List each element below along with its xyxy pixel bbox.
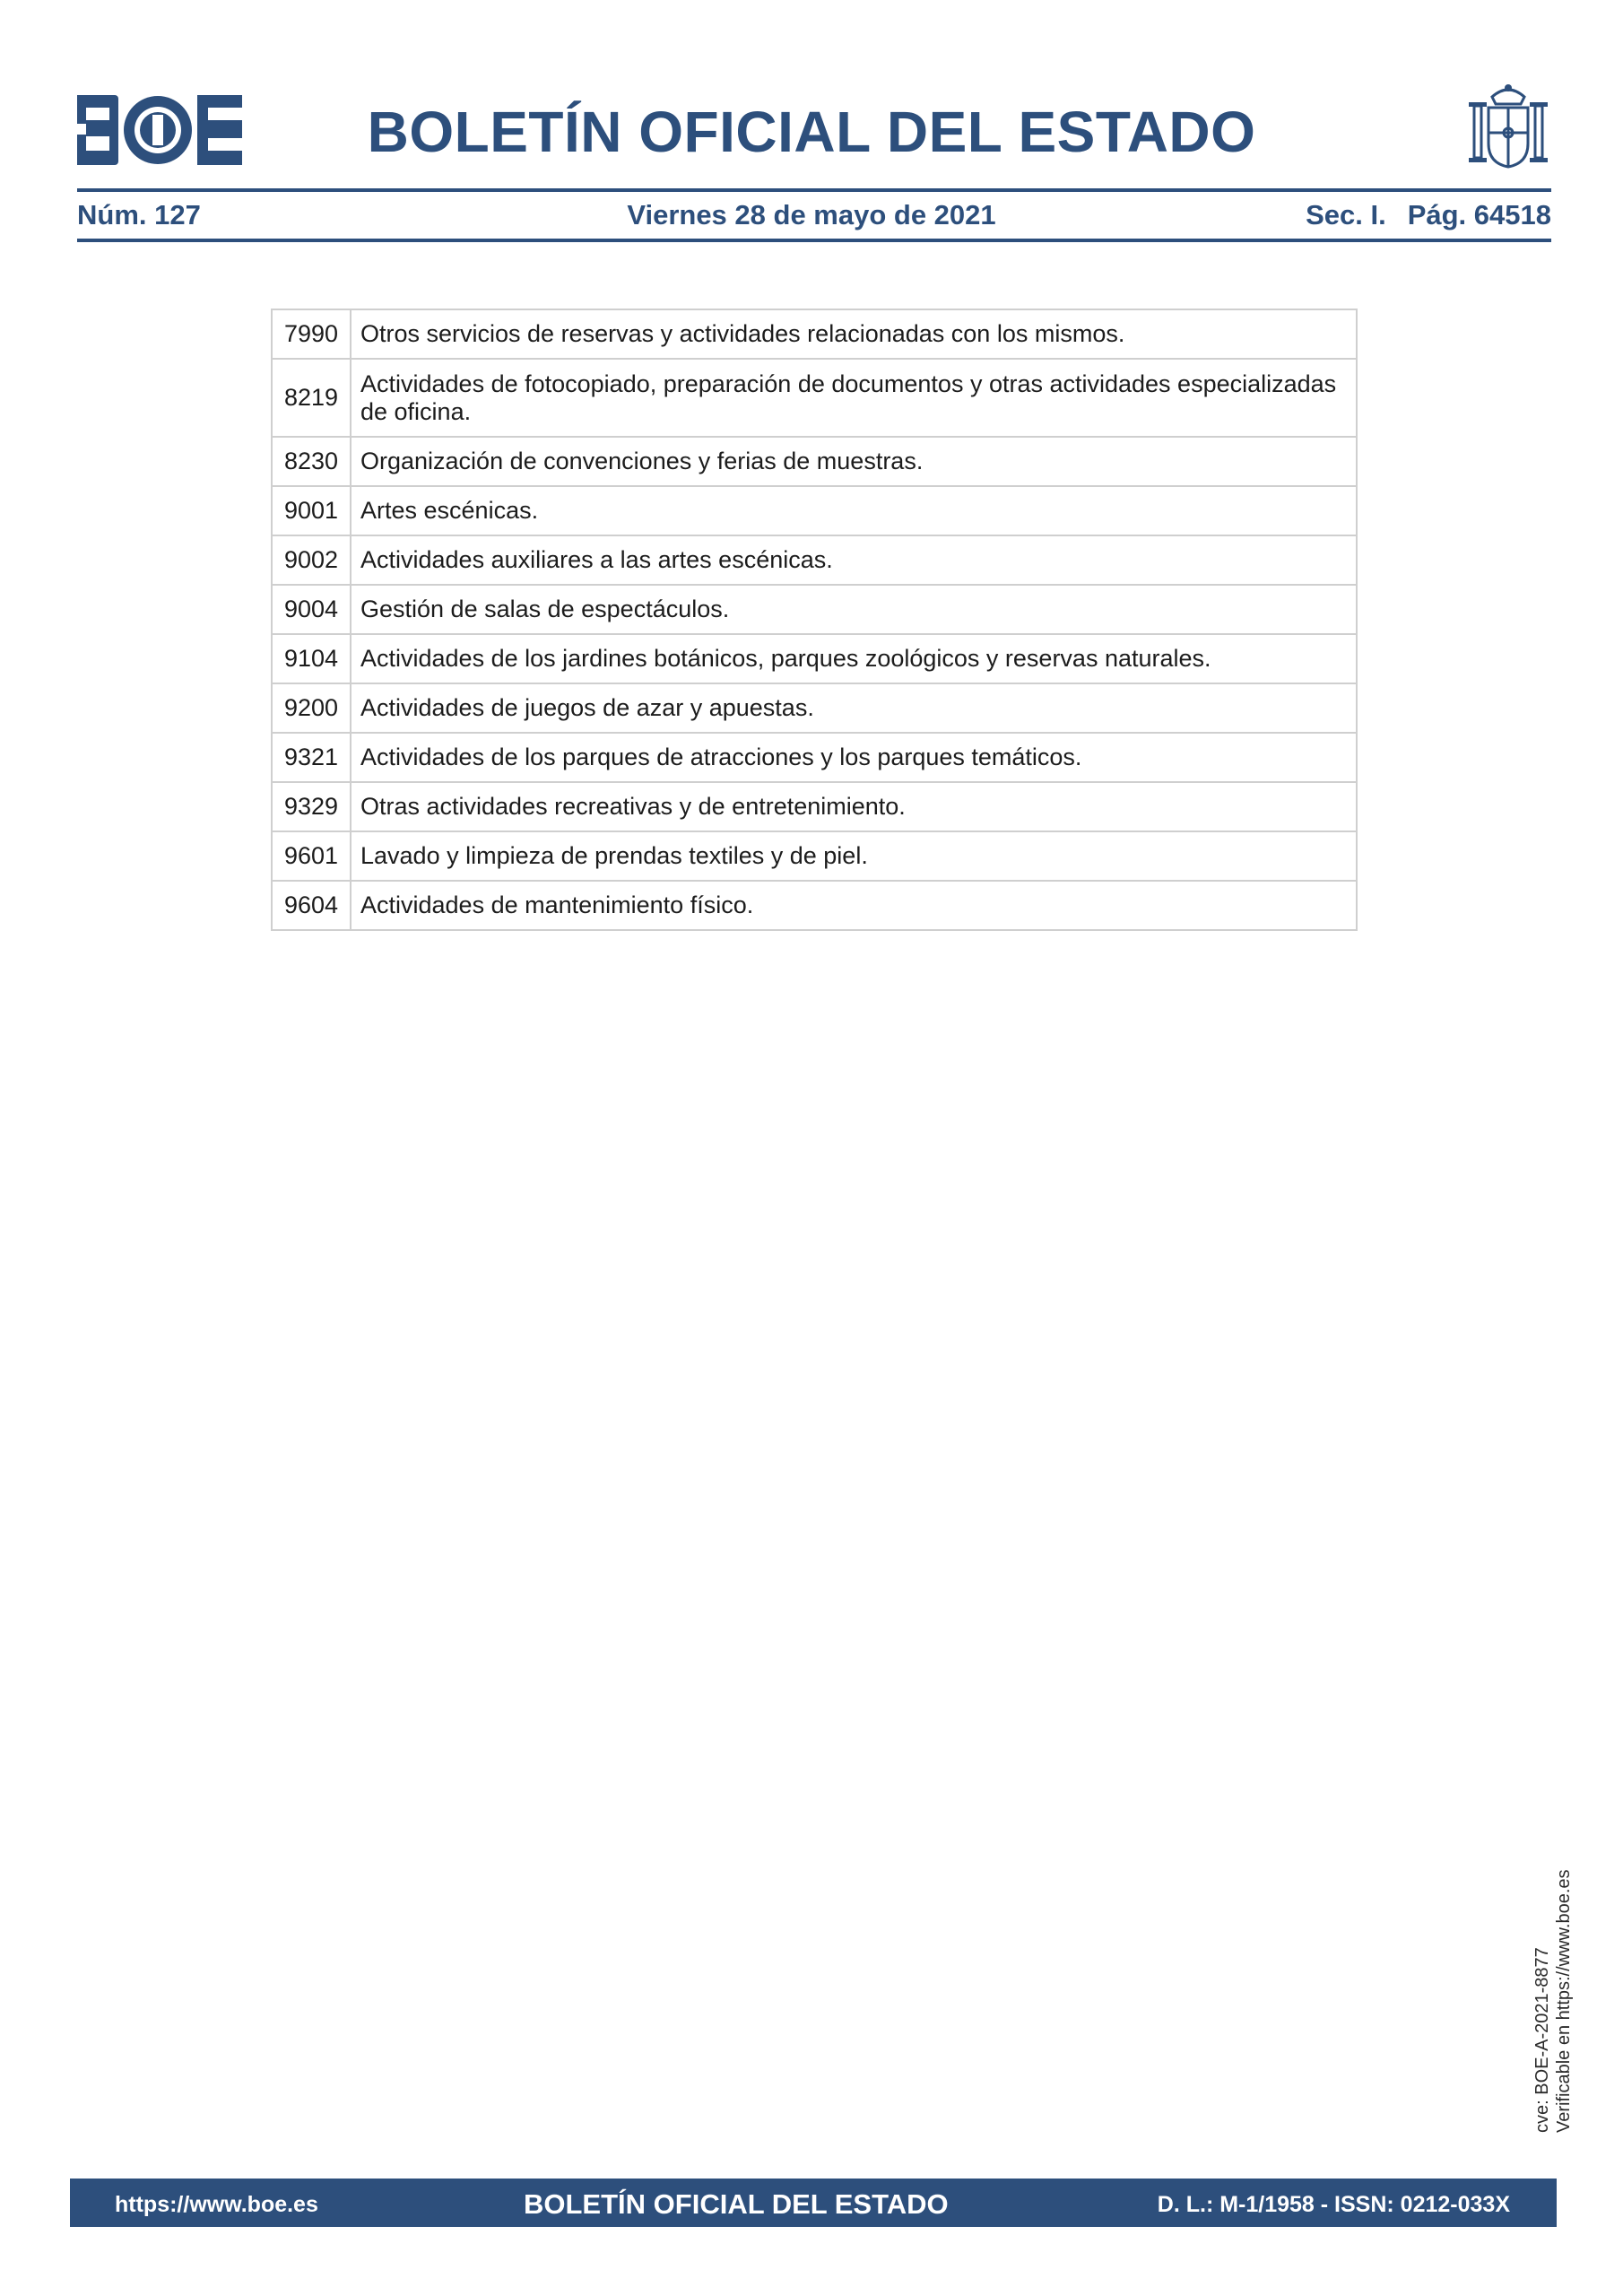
issue-number: Núm. 127 [77, 199, 201, 230]
table-row [272, 437, 1357, 486]
activity-description: Actividades de mantenimiento físico. [351, 881, 1357, 930]
table-row [272, 486, 1357, 535]
activity-code: 9321 [272, 733, 351, 782]
table-row [272, 309, 1357, 359]
footer-bar [70, 2179, 1557, 2227]
section-page [1306, 199, 1551, 231]
activity-description: Gestión de salas de espectáculos. [351, 585, 1357, 634]
table-row [272, 634, 1357, 683]
activity-description: Organización de convenciones y ferias de muestras. [351, 437, 1357, 486]
table-row [272, 585, 1357, 634]
bulletin-title: BOLETÍN OFICIAL DEL ESTADO [367, 100, 1256, 164]
issue-date: Viernes 28 de mayo de 2021 [627, 199, 996, 230]
section-label: Sec. I. [1306, 199, 1386, 230]
footer-title: BOLETÍN OFICIAL DEL ESTADO [524, 2188, 949, 2220]
table-row [272, 683, 1357, 733]
table-row [272, 831, 1357, 881]
verify-link[interactable]: Verificable en https://www.boe.es [1554, 1869, 1574, 2133]
activity-code: 9004 [272, 585, 351, 634]
table-row [272, 733, 1357, 782]
table-row [272, 359, 1357, 437]
footer-url-link[interactable]: https://www.boe.es [115, 2192, 318, 2217]
activity-code: 8219 [272, 359, 351, 437]
activity-description: Otras actividades recreativas y de entretenimiento. [351, 782, 1357, 831]
table-row [272, 881, 1357, 930]
activity-code: 9601 [272, 831, 351, 881]
activity-description: Actividades de fotocopiado, preparación de documentos y otras actividades especializadas de oficina. [351, 359, 1357, 437]
table-row [272, 782, 1357, 831]
table-row [272, 535, 1357, 585]
cve-code: cve: BOE-A-2021-8877 [1532, 1947, 1552, 2133]
activity-description: Actividades de los jardines botánicos, parques zoológicos y reservas naturales. [351, 634, 1357, 683]
activity-code: 7990 [272, 309, 351, 359]
footer-legal: D. L.: M-1/1958 - ISSN: 0212-033X [1157, 2192, 1510, 2217]
header-rule-bottom [77, 239, 1551, 242]
activity-description: Actividades de juegos de azar y apuestas. [351, 683, 1357, 733]
activity-code: 9104 [272, 634, 351, 683]
header-rule-top [77, 188, 1551, 192]
page-number: Pág. 64518 [1407, 199, 1551, 230]
activity-code: 9001 [272, 486, 351, 535]
activity-description: Otros servicios de reservas y actividades relacionadas con los mismos. [351, 309, 1357, 359]
activity-codes-table [271, 309, 1358, 931]
coat-of-arms-icon [1465, 81, 1551, 172]
activity-code: 8230 [272, 437, 351, 486]
activity-code: 9200 [272, 683, 351, 733]
activity-description: Lavado y limpieza de prendas textiles y de piel. [351, 831, 1357, 881]
activity-code: 9002 [272, 535, 351, 585]
activity-description: Actividades de los parques de atracciones y los parques temáticos. [351, 733, 1357, 782]
activity-code: 9329 [272, 782, 351, 831]
activity-code: 9604 [272, 881, 351, 930]
activity-description: Artes escénicas. [351, 486, 1357, 535]
activity-description: Actividades auxiliares a las artes escénicas. [351, 535, 1357, 585]
